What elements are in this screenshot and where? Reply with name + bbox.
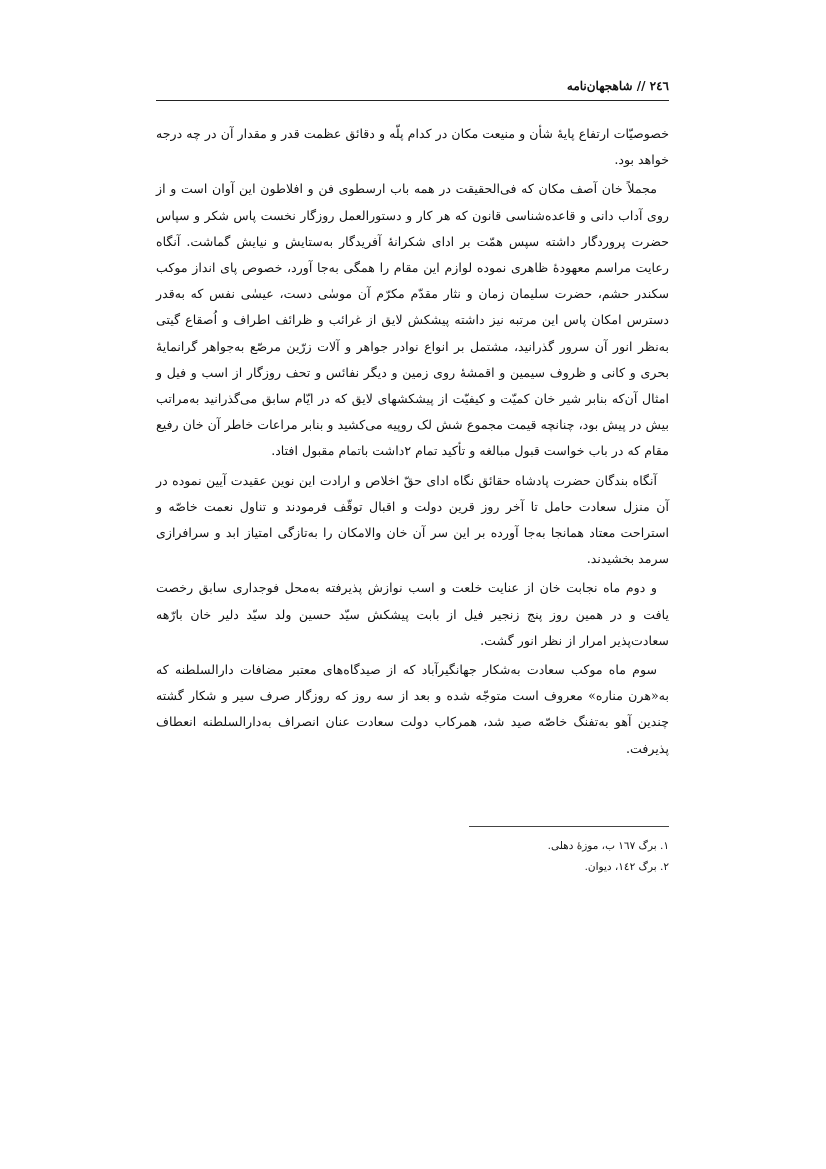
paragraph-2: مجملاً خان آصف مکان که فی‌الحقیقت در همه باب ارسطوی فن و افلاطون این آوان است و از روی آداب دانی و قاعده‌شناسی قانون که هر کار و دستورالعمل روزگار نخست پاس شکر و سپاس حضرت پروردگار داشته سپس همّت بر ادای شکرانهٔ آفریدگار به‌ستایش و نیایش گماشت. آنگاه رعایت مراسم معهودهٔ ظاهری نموده لوازم این مقام را همگی به‌جا آورد، خصوص پای انداز موکب سکندر حشم، حضرت سلیمان زمان و نثار مقدّم مکرّم آن موسٰی دست، عیسٰی نفس که به‌قدر دسترس امکان پاس این مرتبه نیز داشته پیشکش لایق از غرائب و ظرائف اطراف و اُصقاع گیتی به‌نظر انور آن سرور گذرانید، مشتمل بر انواع نوادر جواهر و آلات زرّین مرصّع به‌جواهر گرانمایهٔ بحری و کانی و ظروف سیمین و اقمشهٔ روی زمین و دیگر نفائس و تحف روزگار از اسب و فیل و امثال آن‌که بنابر شیر خان کمیّت و کیفیّت از پیشکشهای لایق که در ایّام سابق می‌گذرانید به‌مراتب بیش در پیش بود، چنانچه قیمت مجموع شش لک روپیه می‌کشید و بنابر مراعات خاطر آن خان رفیع مقام که در باب خواست قبول مبالغه و تأکید تمام ٢داشت باتمام مقبول افتاد. bbox=[156, 181, 669, 459]
paragraph-5: سوم ماه موکب سعادت به‌شکار جهانگیرآباد که از صیدگاه‌های معتبر مضافات دارالسلطنه که به«هرن مناره» معروف است متوجّه شده و بعد از سه روز که روزگار صرف سیر و شکار گشته چندین آهو به‌تفنگ خاصّه صید شد، همرکاب دولت سعادت عنان انصراف به‌دارالسلطنه انعطاف پذیرفت. bbox=[156, 662, 669, 756]
footnotes bbox=[369, 836, 669, 878]
footnote-2: ٢. برگ ١٤٢، دیوان. bbox=[584, 861, 669, 873]
running-head: ٢٤٦ // شاهجهان‌نامه bbox=[566, 79, 669, 93]
footnote-1: ١. برگ ١٦٧ ب، موزهٔ دهلی. bbox=[547, 840, 669, 852]
body-text bbox=[156, 121, 669, 765]
paragraph-4: و دوم ماه نجابت خان از عنایت خلعت و اسب نوازش پذیرفته به‌محل فوجداری سابق رخصت یافت و در همین روز پنج زنجیر فیل از بابت پیشکش سیّد حسین ولد سیّد دلیر خان بارّهه سعادت‌پذیر امرار از نظر انور گشت. bbox=[156, 580, 669, 648]
paragraph-1: خصوصیّات ارتفاع پایهٔ شأن و منیعت مکان در کدام پلّه و دقائق عظمت قدر و مقدار آن در چه درجه خواهد بود. bbox=[156, 126, 669, 168]
document-page bbox=[156, 0, 669, 1169]
footnote-rule bbox=[469, 826, 669, 827]
header-rule bbox=[156, 100, 669, 101]
paragraph-3: آنگاه بندگان حضرت پادشاه حقائق نگاه ادای حقّ اخلاص و ارادت این نوین عقیدت آیین نموده در آن منزل سعادت حامل تا آخر روز قرین دولت و اقبال توقّف فرمودند و تناول نعمت خاصّه و استراحت معتاد همانجا به‌جا آورده بر این سر آن خان والامکان را به‌تازگی امتیاز ابد و سرافرازی سرمد بخشیدند. bbox=[156, 472, 669, 567]
